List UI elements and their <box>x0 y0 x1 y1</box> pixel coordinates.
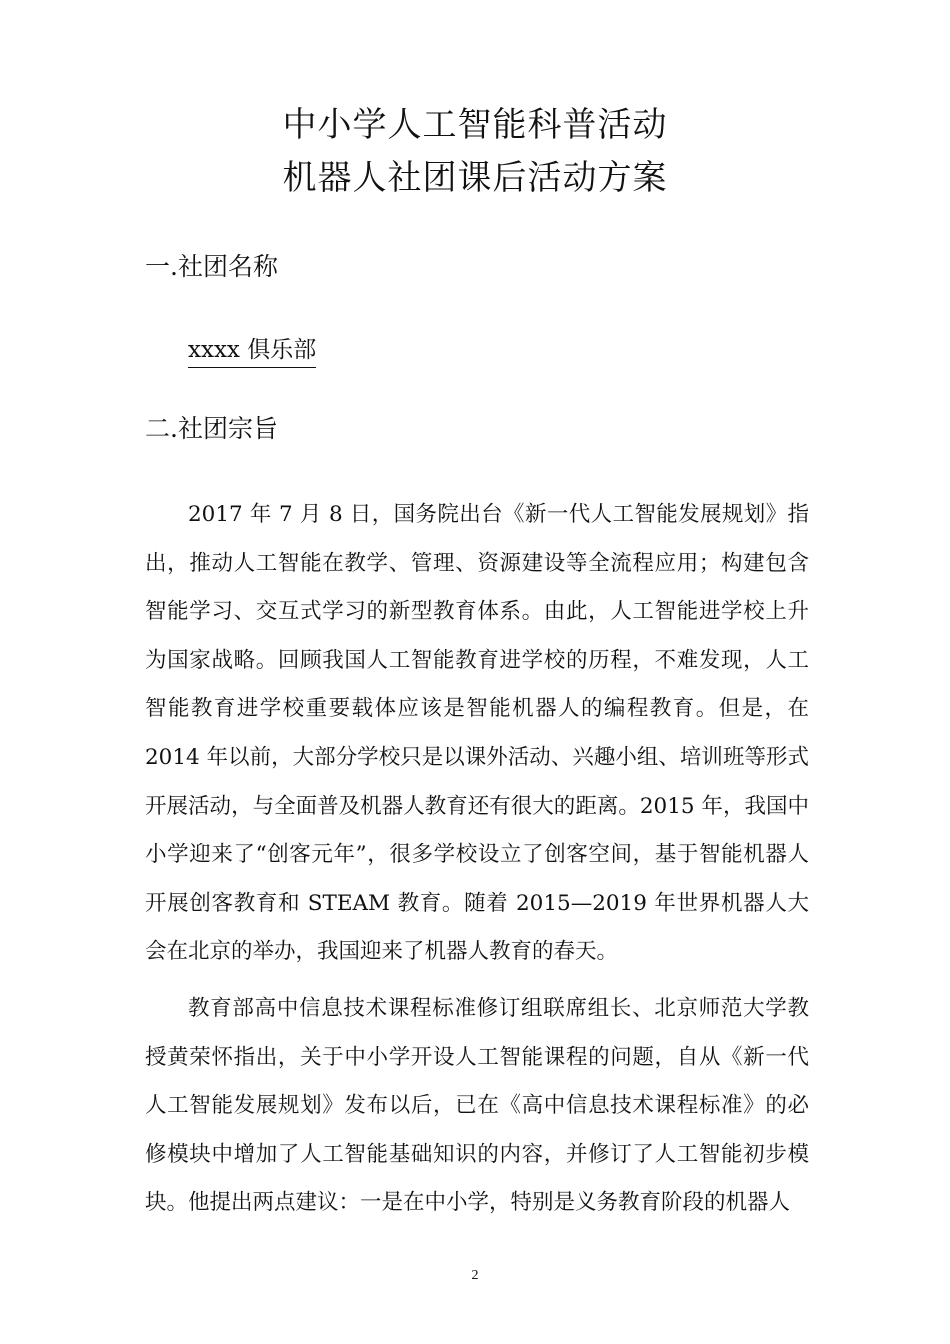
club-name-field: xxxx 俱乐部 <box>188 335 316 368</box>
body-paragraph: 2017 年 7 月 8 日，国务院出台《新一代人工智能发展规划》指出，推动人工智能在教学、管理、资源建设等全流程应用；构建包含智能学习、交互式学习的新型教育体系。由此，人工智能进学校上升为国家战略。回顾我国人工智能教育进学校的历程，不难发现，人工智能教育进学校重要载体应该是智能机器人的编程教育。但是，在 2014 年以前，大部分学校只是以课外活动、兴趣小组、培训班等形式开展活动，与全面普及机器人教育还有很大的距离。2015 年，我国中小学迎来了“创客元年”，很多学校设立了创客空间，基于智能机器人开展创客教育和 STEAM 教育。随着 2015—2019 年世界机器人大会在北京的举办，我国迎来了机器人教育的春天。 <box>145 502 809 965</box>
document-title-line-1: 中小学人工智能科普活动 <box>282 105 668 145</box>
body-paragraph: 教育部高中信息技术课程标准修订组联席组长、北京师范大学教授黄荣怀指出，关于中小学开设人工智能课程的问题，自从《新一代人工智能发展规划》发布以后，已在《高中信息技术课程标准》的必修模块中增加了人工智能基础知识的内容，并修订了人工智能初步模块。他提出两点建议：一是在中小学，特别是义务教育阶段的机器人 <box>145 996 809 1216</box>
document-title-line-2: 机器人社团课后活动方案 <box>282 158 668 198</box>
section-heading-club-name: 一.社团名称 <box>145 252 278 281</box>
section-heading-club-purpose: 二.社团宗旨 <box>145 414 278 443</box>
page-number: 2 <box>471 1268 479 1283</box>
